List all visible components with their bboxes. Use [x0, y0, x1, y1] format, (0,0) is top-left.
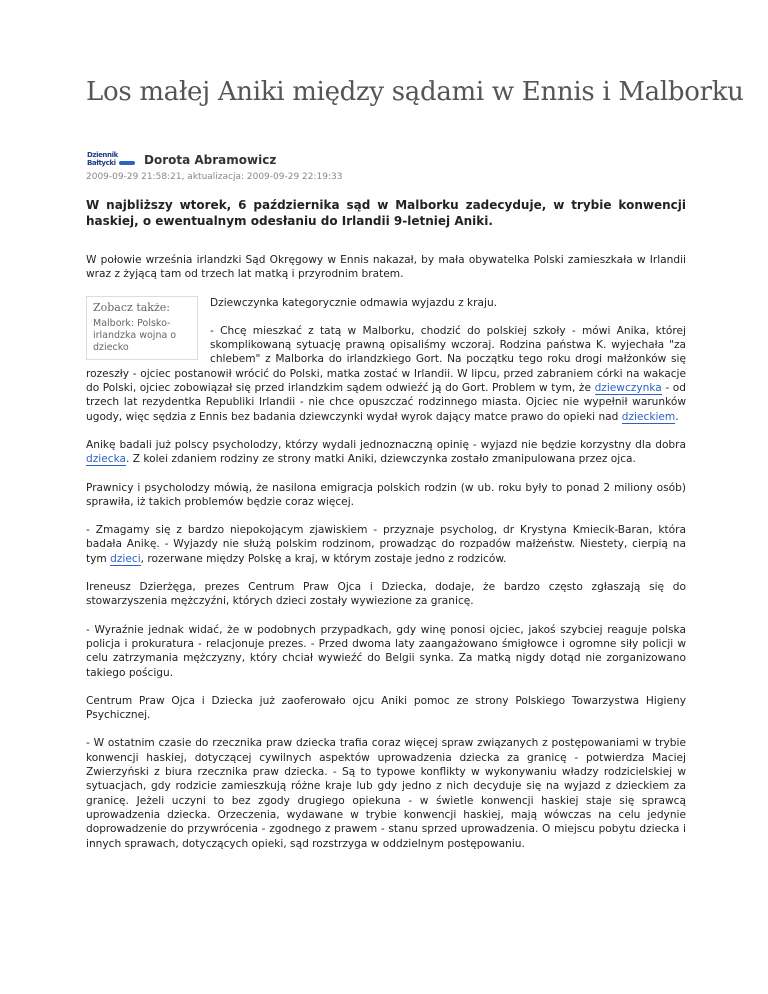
- paragraph-6-text-a: - Zmagamy się z bardzo niepokojącym zjawiskiem - przyznaje psycholog, dr Krystyna Kmiecik-Baran, która badała Anikę. - Wyjazdy nie służą polskim rodzinom, prowadząc do rozpadów małżeństw. Niestety, cierpią na tym: [86, 524, 686, 565]
- publication-dates: 2009-09-29 21:58:21, aktualizacja: 2009-09-29 22:19:33: [86, 172, 343, 182]
- paragraph-5: Prawnicy i psycholodzy mówią, że nasilona emigracja polskich rodzin (w ub. roku były to ponad 2 miliony osób) sprawiła, iż takich problemów będzie coraz więcej.: [86, 481, 686, 508]
- paragraph-10: - W ostatnim czasie do rzecznika praw dziecka trafia coraz więcej spraw związanych z postępowaniami w trybie konwencji haskiej, dotyczącej cywilnych aspektów uprowadzenia dziecka za granicę - potwierdza Maciej Zwierzyński z biura rzecznika praw dziecka. - Są to typowe konflikty w wykonywaniu władzy rodzicielskiej w sytuacjach, gdy rodzicie zamieszkują różne kraje lub gdy jedno z nich decyduje się na wyjazd z dzieckiem za granicę. Jeżeli uczyni to bez zgody drugiego opiekuna - w świetle konwencji haskiej staje się sprawcą uprowadzenia dziecka. Orzeczenia, wydawane w trybie konwencji haskiej, mają wówczas na celu jedynie doprowadzenie do przywrócenia - zgodnego z prawem - stanu sprzed uprowadzenia. O miejscu pobytu dziecka i innych sprawach, dotyczących opieki, sąd rozstrzyga w oddzielnym postępowaniu.: [86, 737, 686, 850]
- paragraph-3-text-c: .: [675, 410, 679, 423]
- keyword-link-dziecka[interactable]: dziecka: [86, 453, 127, 466]
- related-box-title: Zobacz także:: [93, 300, 170, 314]
- paragraph-8: - Wyraźnie jednak widać, że w podobnych przypadkach, gdy winę ponosi ojciec, jakoś szybciej reaguje polska policja i prokuratura - relacjonuje prezes. - Przed dwoma laty zaangażowano śmigłowce i ogromne siły policji w celu zatrzymania mężczyzny, który chciał wywieźć do Belgii synka. Za matką nigdy dotąd nie zorganizowano takiego pościgu.: [86, 623, 686, 679]
- author-name[interactable]: Dorota Abramowicz: [144, 152, 277, 167]
- article-lead: W najbliższy wtorek, 6 października sąd w Malborku zadecyduje, w trybie konwencji haskiej, o ewentualnym odesłaniu do Irlandii 9-letniej Aniki.: [86, 198, 686, 228]
- paragraph-9: Centrum Praw Ojca i Dziecka już zaoferowało ojcu Aniki pomoc ze strony Polskiego Towarzystwa Higieny Psychicznej.: [86, 694, 686, 722]
- keyword-link-dziewczynka[interactable]: dziewczynka: [594, 382, 662, 395]
- related-box: [86, 296, 198, 360]
- logo-wave-icon: [119, 161, 135, 165]
- publication-logo[interactable]: [86, 150, 136, 169]
- paragraph-3-text-b: - od trzech lat rezydentka Republiki Irlandii - nie chce opuszczać rodzinnego miasta. Ojciec nie wypełnił warunków ugody, więc sędzia z Ennis bez badania dziewczynki wydał wyrok dający matce prawo do opieki nad: [86, 382, 686, 423]
- paragraph-4-text-b: . Z kolei zdaniem rodziny ze strony matki Aniki, dziewczynka zostało zmanipulowana przez ojca.: [126, 453, 636, 466]
- paragraph-6-text-b: , rozerwane między Polskę a kraj, w którym zostaje jedno z rodziców.: [140, 552, 507, 565]
- byline: [86, 150, 276, 169]
- page-title: Los małej Aniki między sądami w Ennis i Malborku: [86, 77, 744, 107]
- paragraph-7: Ireneusz Dzierżęga, prezes Centrum Praw Ojca i Dziecka, dodaje, że bardzo często zgłaszają się do stowarzyszenia mężczyźni, których dzieci zostały wywiezione za granicę.: [86, 581, 686, 608]
- paragraph-1: W połowie września irlandzki Sąd Okręgowy w Ennis nakazał, by mała obywatelka Polski zamieszkała w Irlandii wraz z żyjącą tam od trzech lat matką i przyrodnim bratem.: [86, 254, 686, 281]
- logo-line-2: Bałtycki: [87, 159, 116, 167]
- paragraph-4-text-a: Anikę badali już polscy psycholodzy, którzy wydali jednoznaczną opinię - wyjazd nie będzie korzystny dla dobra: [86, 438, 686, 451]
- article-body: [86, 253, 686, 865]
- paragraph-4: [86, 438, 686, 467]
- paragraph-3-text-a: - Chcę mieszkać z tatą w Malborku, chodzić do polskiej szkoły - mówi Anika, której skomplikowaną sytuację prawną opisaliśmy wczoraj. Rodzina państwa K. wyjechała "za chlebem" z Malborka do irlandzkiego Gort. Na początku tego roku drogi małżonków się rozeszły - ojciec postanowił wrócić do Polski, matka zostać w Irlandii. W lipcu, przed zabraniem córki na wakacje do Polski, ojciec zobowiązał się przed irlandzkim sądem odwieźć ją do Gort. Problem w tym, że: [86, 324, 686, 395]
- related-link[interactable]: Malbork: Polsko-irlandzka wojna o dziecko: [93, 317, 177, 353]
- logo-line-1: Dziennik: [87, 151, 118, 159]
- paragraph-2: Dziewczynka kategorycznie odmawia wyjazdu z kraju.: [210, 296, 498, 309]
- keyword-link-dzieckiem[interactable]: dzieckiem: [621, 410, 676, 423]
- keyword-link-dzieci[interactable]: dzieci: [110, 552, 141, 565]
- paragraph-6: [86, 523, 686, 566]
